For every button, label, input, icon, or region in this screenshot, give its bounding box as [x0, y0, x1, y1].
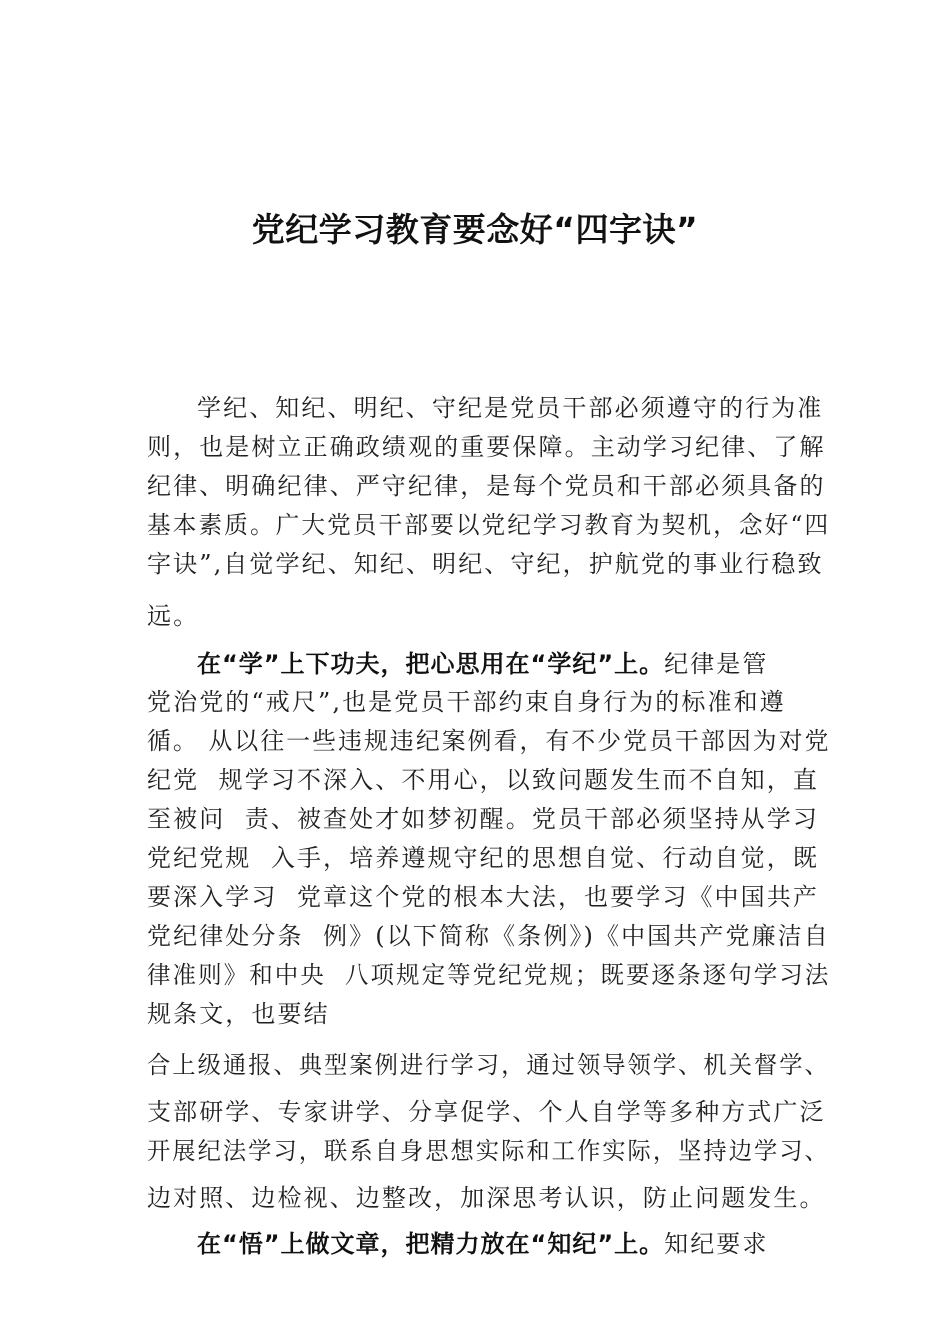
paragraph-2-line-3: 循。 从以往一些违规违纪案例看，有不少党员干部因为对党: [147, 727, 831, 755]
paragraph-3-lead: 在“悟”上做文章，把精力放在“知纪”上。: [197, 1230, 665, 1258]
paragraph-1-line-4: 基本素质。广大党员干部要以党纪学习教育为契机，念好“四: [147, 511, 831, 539]
paragraph-2-first-line-rest: 纪律是管: [664, 650, 769, 678]
paragraph-2-line-10: 规条文，也要结: [147, 1000, 330, 1028]
paragraph-1-line-6: 远。: [147, 602, 200, 630]
paragraph-2-line-12: 支部研学、专家讲学、分享促学、个人自学等多种方式广泛: [147, 1098, 826, 1126]
paragraph-1-line-1: 学纪、知纪、明纪、守纪是党员干部必须遵守的行为准: [197, 394, 824, 422]
paragraph-2-line-13: 开展纪法学习，联系自身思想实际和工作实际，坚持边学习、: [147, 1137, 830, 1165]
paragraph-2-line-1: [197, 652, 769, 676]
paragraph-2-line-11: 合上级通报、典型案例进行学习，通过领导领学、机关督学、: [147, 1051, 830, 1079]
paragraph-2-line-14: 边对照、边检视、边整改，加深思考认识，防止问题发生。: [147, 1184, 826, 1212]
paragraph-2-line-4: 纪党 规学习不深入、不用心，以致问题发生而不自知，直: [147, 766, 819, 794]
paragraph-2-line-9: 律准则》和中央 八项规定等党纪党规；既要逐条逐句学习法: [147, 961, 831, 989]
paragraph-1-line-5: 字诀”,自觉学纪、知纪、明纪、守纪，护航党的事业行稳致: [147, 550, 824, 578]
document-title: 党纪学习教育要念好“四字诀”: [251, 210, 699, 249]
paragraph-2-line-2: 党治党的“戒尺”,也是党员干部约束自身行为的标准和遵: [147, 688, 786, 716]
paragraph-2-lead: 在“学”上下功夫，把心思用在“学纪”上。: [197, 650, 665, 678]
paragraph-2-line-8: 党纪律处分条 例》(以下简称《条例》)《中国共产党廉洁自: [147, 922, 830, 950]
paragraph-2-line-7: 要深入学习 党章这个党的根本大法，也要学习《中国共产: [147, 883, 819, 911]
paragraph-1-line-3: 纪律、明确纪律、严守纪律，是每个党员和干部必须具备的: [147, 472, 826, 500]
paragraph-1-line-2: 则，也是树立正确政绩观的重要保障。主动学习纪律、了解: [147, 433, 826, 461]
paragraph-2-line-6: 党纪党规 入手，培养遵规守纪的思想自觉、行动自觉，既: [147, 844, 819, 872]
paragraph-2-line-5: 至被问 责、被查处才如梦初醒。党员干部必须坚持从学习: [147, 805, 819, 833]
paragraph-3-first-line-rest: 知纪要求: [664, 1230, 769, 1258]
paragraph-3-line-1: [197, 1232, 769, 1256]
